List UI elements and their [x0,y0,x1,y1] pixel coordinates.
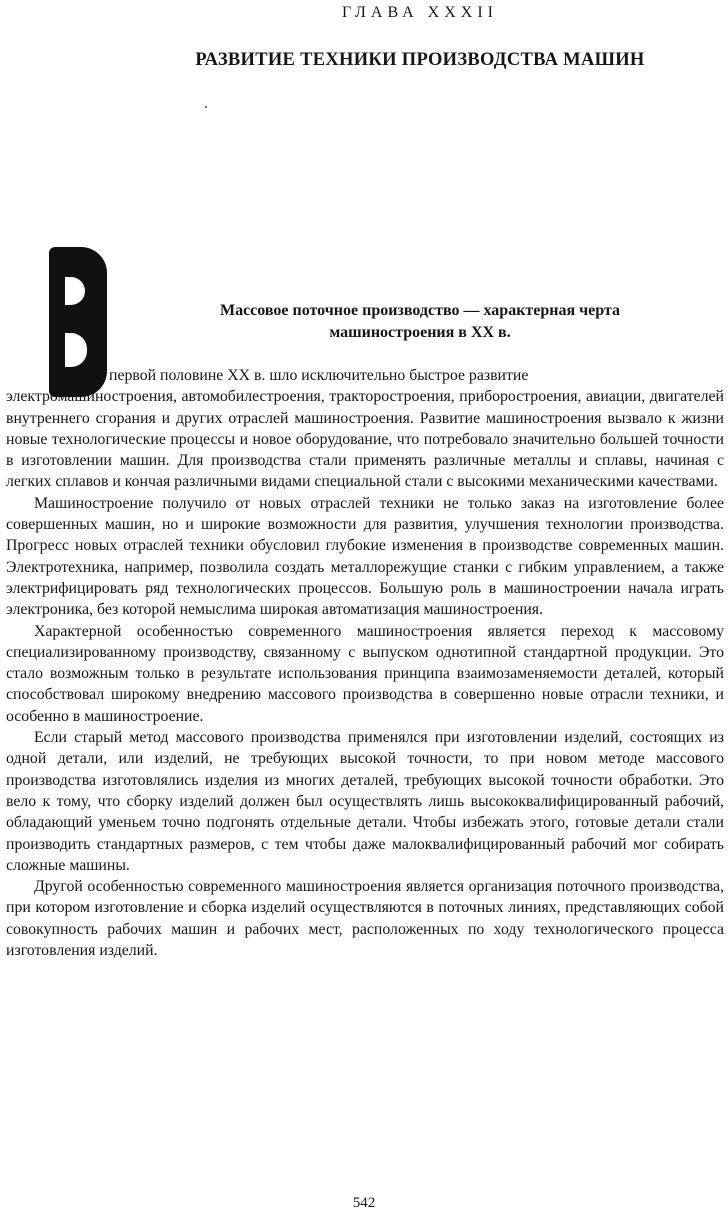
paragraph-4: Если старый метод массового производства применялся при изготовлении изделий, состоящих из одной детали, или изделий, не требующих высокой точности, то при новом методе массового производства изготовлялись изделия из многих деталей, требующих высокой точности обработки. Это вело к тому, что сборку изделий должен был осуществлять лишь высококвалифицированный рабочий, обладающий уменьем точно подгонять отдельные детали. Чтобы избежать этого, готовые детали стали производить стандартных размеров, с тем чтобы даже малоквалифицированный рабочий мог собирать сложные машины. [6,729,724,874]
section-subtitle-line-1: Массовое поточное производство — характерная черта [219,302,621,319]
paragraph-3: Характерной особенностью современного машиностроения является переход к массовому специализированному производству, связанному с выпуском однотипной стандартной продукции. Это стало возможным только в результате использования принципа взаимозаменяемости деталей, который способствовал широкому внедрению массового производства в совершенно новые отрасли техники, и особенно в машиностроение. [6,622,724,725]
paragraph-5: Другой особенностью современного машиностроения является организация поточного производства, при котором изготовление и сборка изделий осуществляются в поточных линиях, представляющих собой совокупность рабочих машин и рабочих мест, расположенных по ходу технологического процесса изготовления изделий. [6,878,724,960]
page-number: 542 [352,1195,376,1211]
section-subtitle [140,300,700,344]
body-text [6,365,724,961]
paragraph-2: Машиностроение получило от новых отраслей техники не только заказ на изготовление более совершенных машин, но и широкие возможности для развития, улучшения технологии производства. Прогресс новых отраслей техники обусловил глубокие изменения в производстве современных машин. Электротехника, например, позволила создать металлорежущие станки с гибким управлением, а также электрифицировать ряд технологических процессов. Большую роль в машиностроении начала играть электроника, без которой немыслима широкая автоматизация машиностроения. [6,494,724,619]
section-subtitle-line-2: машиностроения в XX в. [329,324,511,341]
chapter-title: РАЗВИТИЕ ТЕХНИКИ ПРОИЗВОДСТВА МАШИН [195,50,645,70]
print-speck [205,106,207,108]
paragraph-1: электромашиностроения, автомобилестроения, тракторостроения, приборостроения, авиации, двигателей внутреннего сгорания и других отраслей машиностроения. Развитие машиностроения вызвало к жизни новые технологические процессы и новое оборудование, что потребовало значительно большей точности в изготовлении машин. Для производства стали применять различные металлы и сплавы, начиная с легких сплавов и кончая различными видами специальной стали с высокими механическими качествами. [6,388,724,491]
chapter-heading: ГЛАВА XXXII [342,4,498,21]
paragraph-1-first-line: первой половине XX в. шло исключительно быстрое развитие [109,367,529,384]
